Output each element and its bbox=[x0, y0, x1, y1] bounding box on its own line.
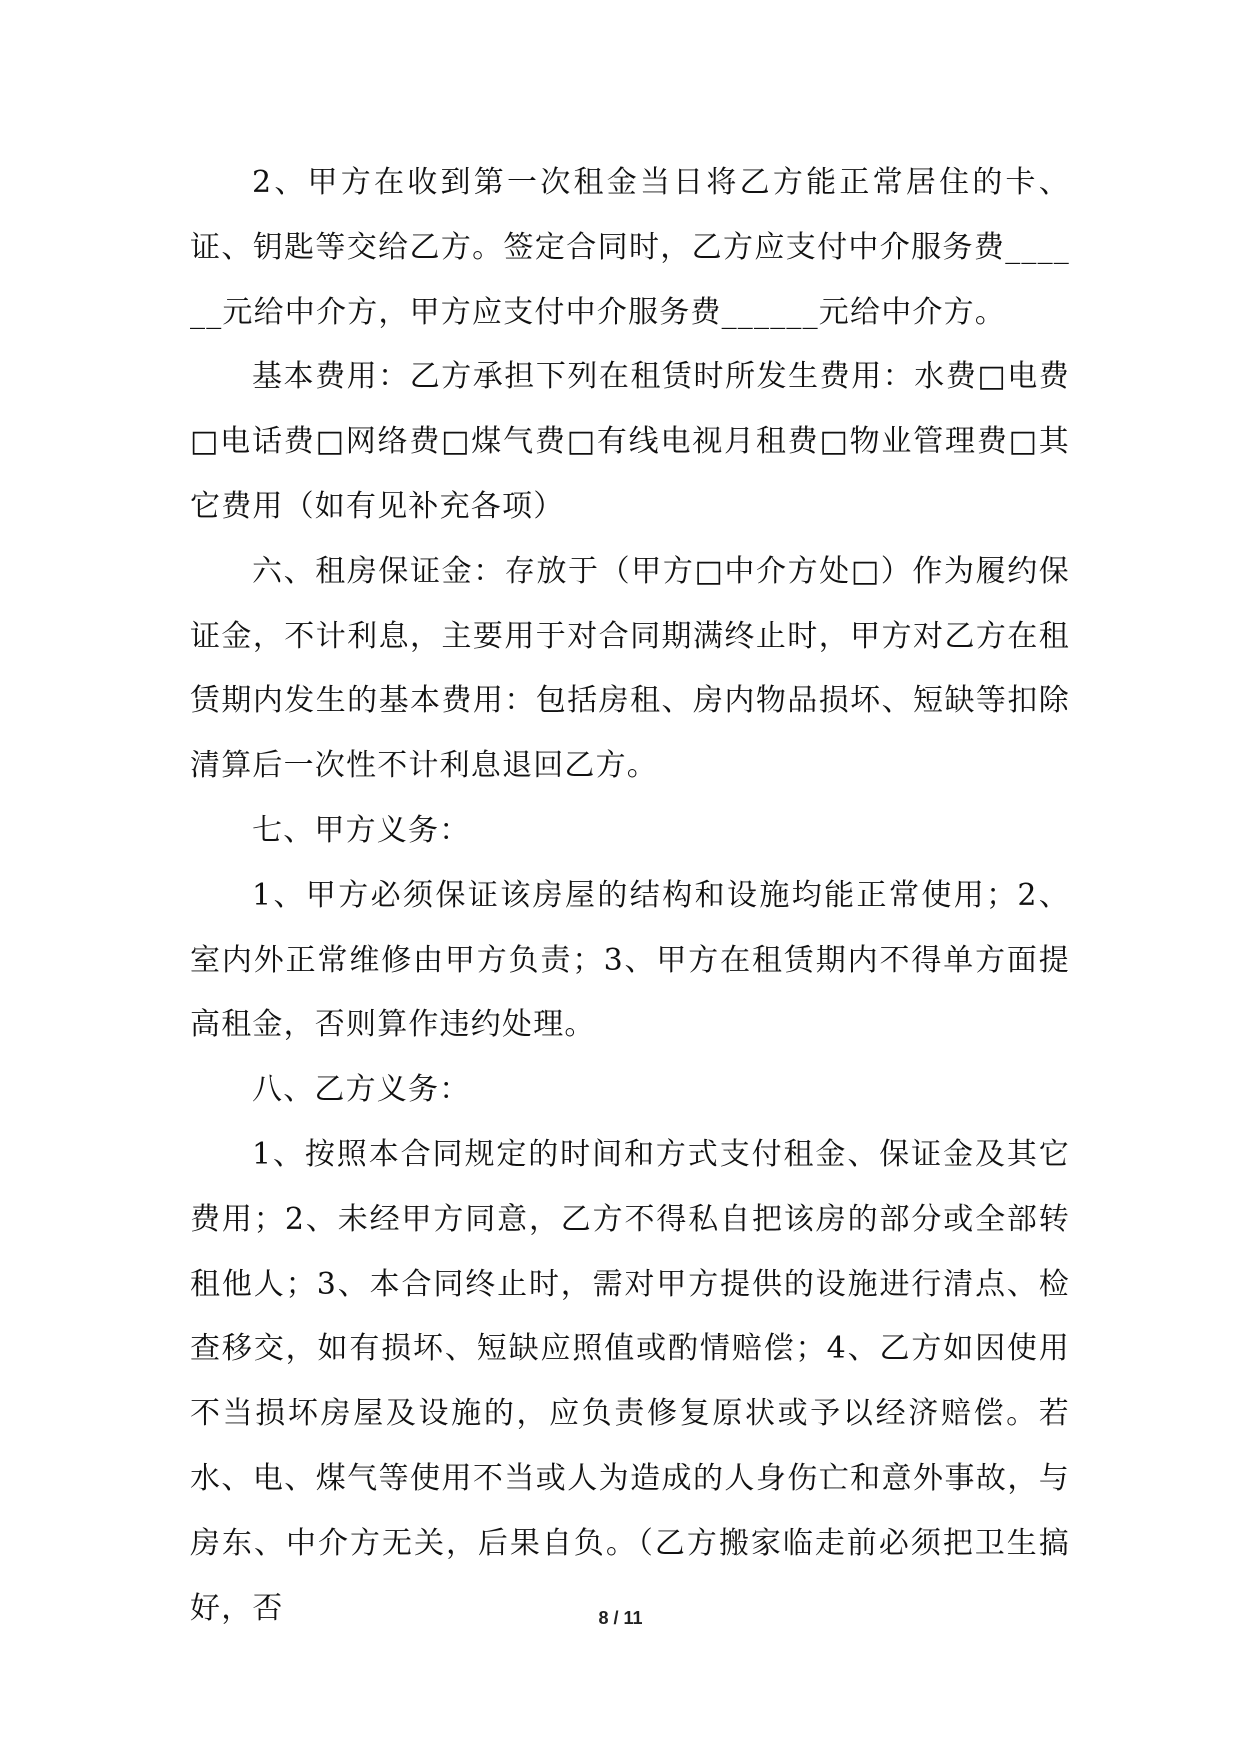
paragraph-security-deposit: 六、租房保证金：存放于（甲方□中介方处□）作为履约保证金，不计利息，主要用于对合同期满终止时，甲方对乙方在租赁期内发生的基本费用：包括房租、房内物品损坏、短缺等扣除清算后一次性不计利息退回乙方。 bbox=[190, 553, 1070, 784]
page-number: 8 / 11 bbox=[598, 1608, 643, 1628]
paragraph-party-a-obligations: 1、甲方必须保证该房屋的结构和设施均能正常使用；2、室内外正常维修由甲方负责；3、甲方在租赁期内不得单方面提高租金，否则算作违约处理。 bbox=[190, 877, 1070, 1043]
heading-party-b-obligations: 八、乙方义务： bbox=[252, 1072, 471, 1108]
paragraph-basic-fees: 基本费用：乙方承担下列在租赁时所发生费用：水费□电费□电话费□网络费□煤气费□有线电视月租费□物业管理费□其它费用（如有见补充各项） bbox=[190, 359, 1070, 524]
paragraph-deposit-keys: 2、甲方在收到第一次租金当日将乙方能正常居住的卡、证、钥匙等交给乙方。签定合同时，乙方应支付中介服务费______元给中介方，甲方应支付中介服务费______元给中介方。 bbox=[190, 165, 1070, 330]
paragraph-party-b-obligations: 1、按照本合同规定的时间和方式支付租金、保证金及其它费用；2、未经甲方同意，乙方不得私自把该房的部分或全部转租他人；3、本合同终止时，需对甲方提供的设施进行清点、检查移交，如有损坏、短缺应照值或酌情赔偿；4、乙方如因使用不当损坏房屋及设施的，应负责修复原状或予以经济赔偿。若水、电、煤气等使用不当或人为造成的人身伤亡和意外事故，与房东、中介方无关，后果自负。（乙方搬家临走前必须把卫生搞好，否 bbox=[190, 1136, 1070, 1626]
heading-party-a-obligations: 七、甲方义务： bbox=[252, 812, 471, 848]
document-body bbox=[190, 151, 1070, 1641]
